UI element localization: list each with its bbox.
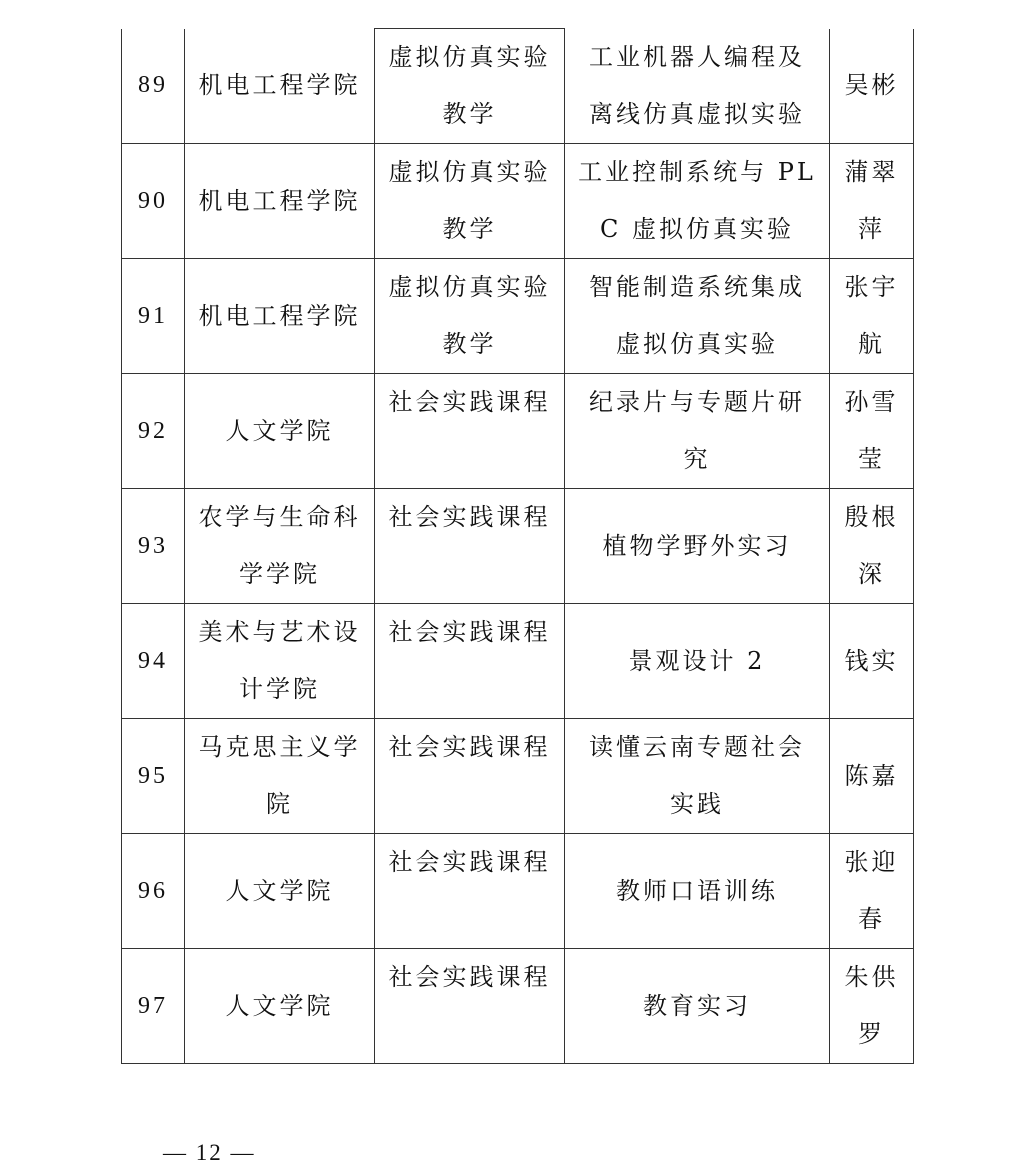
teacher-name: 吴彬 [844, 71, 899, 100]
teacher-cell [830, 144, 914, 259]
teacher-name: 张宇航 [844, 273, 899, 358]
college-cell [185, 29, 375, 144]
college-cell [185, 949, 375, 1064]
teacher-name: 殷根深 [844, 503, 899, 588]
course-name: 智能制造系统集成虚拟仿真实验 [589, 273, 805, 358]
category-cell [375, 259, 565, 374]
row-number: 97 [122, 949, 185, 1064]
college-name: 人文学院 [225, 876, 334, 905]
row-number: 95 [122, 719, 185, 834]
row-number: 96 [122, 834, 185, 949]
table-row [122, 604, 914, 719]
course-cell [565, 489, 830, 604]
teacher-cell [830, 374, 914, 489]
category-cell [375, 834, 565, 949]
table-row [122, 949, 914, 1064]
teacher-name: 钱实 [844, 646, 899, 675]
teacher-name: 孙雪莹 [844, 388, 899, 473]
category-cell [375, 374, 565, 489]
teacher-name: 朱供罗 [844, 963, 899, 1048]
college-cell [185, 489, 375, 604]
course-category: 社会实践课程 [388, 963, 551, 991]
table-row [122, 144, 914, 259]
college-name: 机电工程学院 [198, 301, 361, 330]
course-name: 工业机器人编程及离线仿真虚拟实验 [589, 42, 805, 128]
teacher-cell [830, 719, 914, 834]
course-category: 虚拟仿真实验教学 [388, 43, 551, 128]
course-cell [565, 144, 830, 259]
course-cell [565, 29, 830, 144]
course-category: 虚拟仿真实验教学 [388, 273, 551, 358]
teacher-cell [830, 259, 914, 374]
teacher-cell [830, 949, 914, 1064]
table-row [122, 489, 914, 604]
category-cell [375, 29, 565, 144]
college-name: 人文学院 [225, 416, 334, 445]
course-name: 教育实习 [643, 991, 751, 1020]
college-name: 农学与生命科学学院 [198, 503, 361, 588]
course-cell [565, 604, 830, 719]
teacher-cell [830, 489, 914, 604]
teacher-cell [830, 834, 914, 949]
college-cell [185, 144, 375, 259]
course-name: 教师口语训练 [616, 876, 778, 905]
college-cell [185, 604, 375, 719]
category-cell [375, 144, 565, 259]
page-number: — 12 — [163, 1140, 256, 1165]
college-cell [185, 259, 375, 374]
course-category: 社会实践课程 [388, 503, 551, 531]
row-number: 89 [122, 29, 185, 144]
course-name: 纪录片与专题片研究 [589, 388, 805, 473]
course-cell [565, 949, 830, 1064]
row-number: 92 [122, 374, 185, 489]
teacher-name: 蒲翠萍 [844, 158, 899, 243]
course-category: 虚拟仿真实验教学 [388, 158, 551, 243]
college-cell [185, 834, 375, 949]
college-name: 美术与艺术设计学院 [198, 618, 361, 703]
course-cell [565, 374, 830, 489]
course-cell [565, 834, 830, 949]
category-cell [375, 604, 565, 719]
course-name: 植物学野外实习 [602, 531, 792, 560]
college-cell [185, 374, 375, 489]
college-name: 机电工程学院 [198, 71, 361, 100]
teacher-cell [830, 29, 914, 144]
course-table [121, 28, 914, 1064]
category-cell [375, 489, 565, 604]
table-row [122, 374, 914, 489]
course-name: 景观设计 2 [628, 646, 766, 675]
course-category: 社会实践课程 [388, 848, 551, 876]
course-cell [565, 719, 830, 834]
course-name: 工业控制系统与 PLC 虚拟仿真实验 [578, 158, 816, 243]
college-name: 马克思主义学院 [198, 733, 361, 818]
table-row [122, 29, 914, 144]
category-cell [375, 949, 565, 1064]
table-row [122, 259, 914, 374]
teacher-cell [830, 604, 914, 719]
row-number: 94 [122, 604, 185, 719]
teacher-name: 张迎春 [844, 848, 899, 933]
row-number: 90 [122, 144, 185, 259]
table-row [122, 719, 914, 834]
course-cell [565, 259, 830, 374]
course-category: 社会实践课程 [388, 618, 551, 646]
row-number: 93 [122, 489, 185, 604]
category-cell [375, 719, 565, 834]
college-name: 机电工程学院 [198, 186, 361, 215]
table-row [122, 834, 914, 949]
college-name: 人文学院 [225, 991, 334, 1020]
row-number: 91 [122, 259, 185, 374]
course-category: 社会实践课程 [388, 733, 551, 761]
teacher-name: 陈嘉 [844, 761, 899, 790]
course-category: 社会实践课程 [388, 388, 551, 416]
college-cell [185, 719, 375, 834]
course-name: 读懂云南专题社会实践 [589, 733, 805, 818]
